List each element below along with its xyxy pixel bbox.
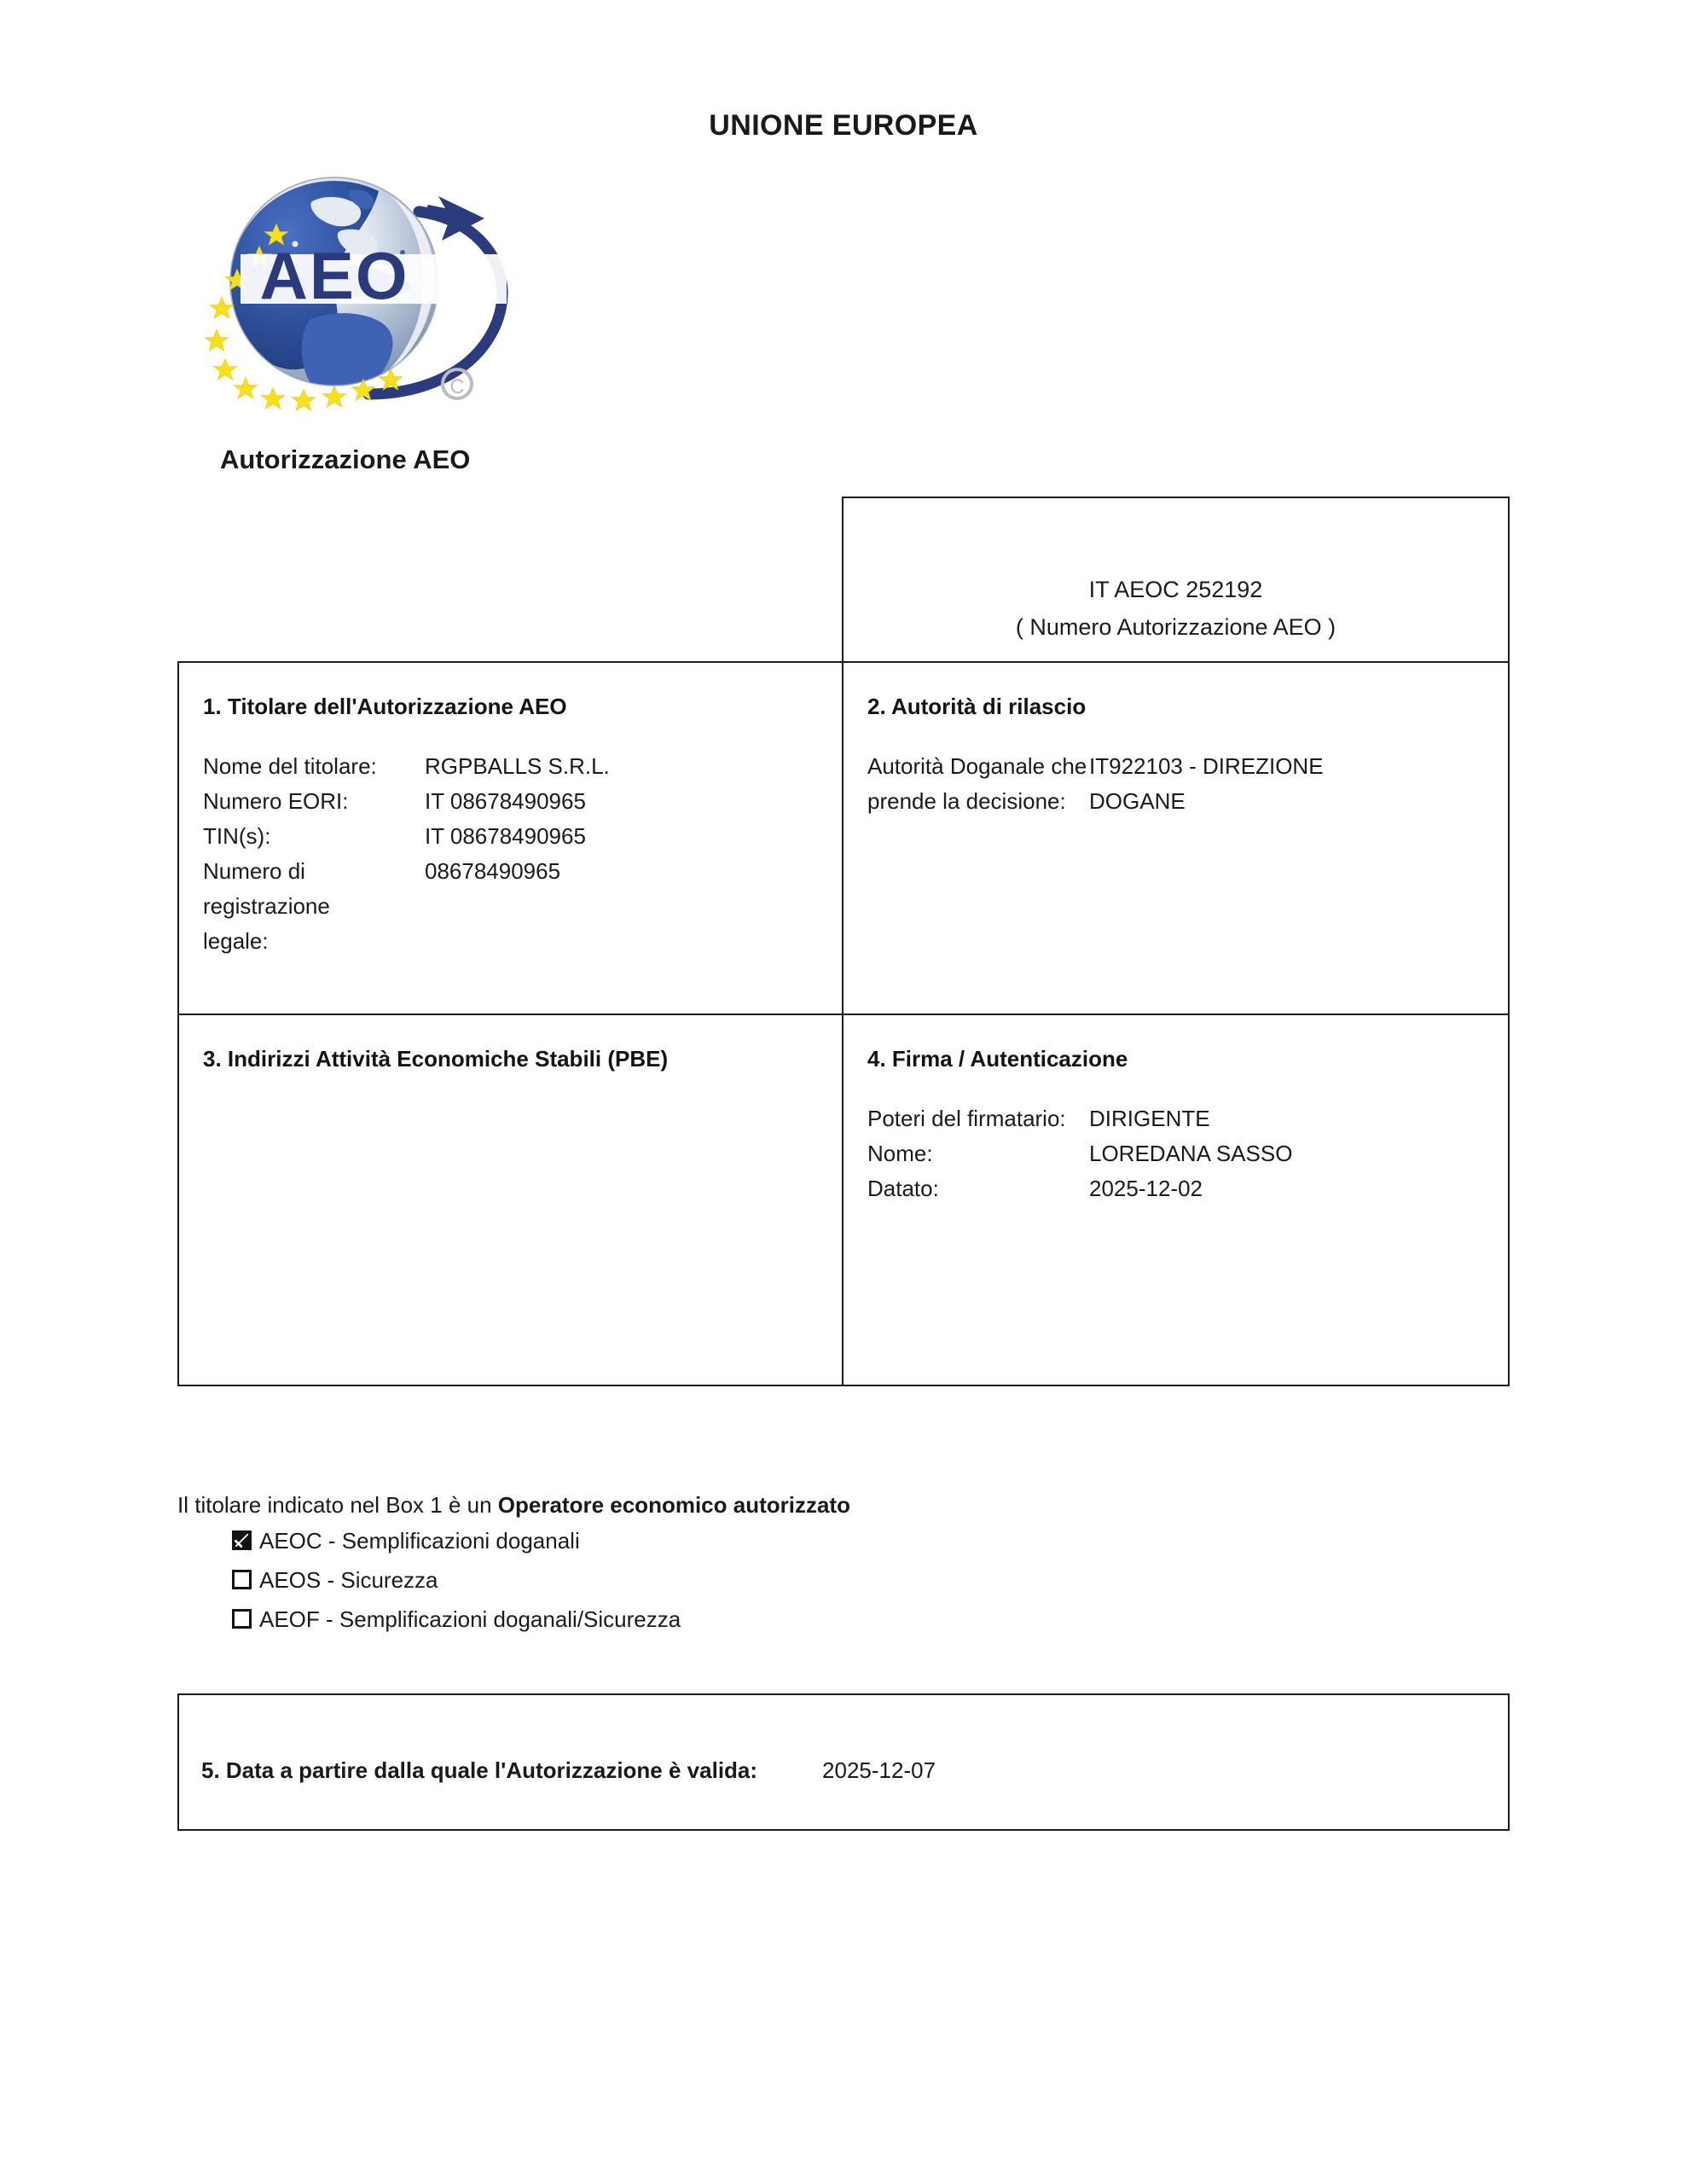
field-label: Autorità Doganale che — [867, 753, 1087, 779]
operator-statement-line — [177, 1489, 1457, 1521]
box-3-pbe-addresses — [177, 1014, 844, 1386]
field-label: Nome: — [867, 1141, 933, 1166]
page-title: UNIONE EUROPEA — [709, 109, 978, 142]
box-4-heading: 4. Firma / Autenticazione — [867, 1046, 1128, 1072]
box-5-content — [201, 1757, 936, 1784]
box-1-holder — [177, 661, 844, 1015]
field-row — [867, 1101, 1508, 1136]
field-value: 08678490965 — [425, 858, 561, 884]
field-row — [203, 749, 842, 784]
checkbox-aeof-label: AEOF - Semplificazioni doganali/Sicurezza — [259, 1606, 681, 1632]
box-4-signature — [842, 1014, 1510, 1386]
field-row — [203, 784, 842, 819]
authorization-number-cell — [842, 497, 1510, 663]
statement-normal-text: Il titolare indicato nel Box 1 è un — [177, 1492, 498, 1518]
box-5-label: 5. Data a partire dalla quale l'Autorizzazione è valida: — [201, 1757, 758, 1783]
aeo-logo-graphic — [167, 152, 551, 425]
field-label: Nome del titolare: — [203, 753, 377, 779]
field-label: Poteri del firmatario: — [867, 1106, 1066, 1131]
field-row — [203, 854, 842, 924]
checkbox-aeos-icon[interactable] — [232, 1570, 252, 1589]
field-value: LOREDANA SASSO — [1089, 1141, 1293, 1166]
field-value: DIRIGENTE — [1089, 1106, 1210, 1131]
field-value: IT 08678490965 — [425, 823, 586, 849]
statement-bold-text: Operatore economico autorizzato — [497, 1492, 850, 1518]
operator-statement-block — [177, 1489, 1457, 1639]
box-1-fields — [203, 749, 842, 959]
aeo-wordmark: AEO — [259, 238, 409, 313]
checkbox-aeof-icon[interactable] — [232, 1609, 252, 1629]
field-row — [867, 1136, 1508, 1171]
checkbox-aeoc-label: AEOC - Semplificazioni doganali — [259, 1528, 580, 1554]
box-1-heading: 1. Titolare dell'Autorizzazione AEO — [203, 694, 567, 719]
sub-title: Autorizzazione AEO — [220, 444, 471, 474]
box-3-heading: 3. Indirizzi Attività Economiche Stabili (PBE) — [203, 1046, 669, 1072]
field-row-continuation — [867, 784, 1508, 819]
authorization-table — [177, 497, 1510, 1386]
checkbox-aeoc-icon[interactable] — [232, 1531, 252, 1550]
authorization-number-caption: ( Numero Autorizzazione AEO ) — [1015, 614, 1336, 640]
box-2-issuing-authority — [842, 661, 1510, 1015]
authorization-number: IT AEOC 252192 — [1088, 577, 1263, 602]
field-value: RGPBALLS S.R.L. — [425, 753, 610, 779]
checkbox-row-aeoc[interactable] — [232, 1521, 1457, 1560]
box-5-valid-from — [177, 1693, 1510, 1831]
field-row — [203, 819, 842, 854]
field-label-line2: legale: — [203, 928, 269, 954]
field-value: IT922103 - DIREZIONE — [1089, 753, 1324, 779]
box-2-fields — [867, 749, 1508, 819]
checkbox-aeos-label: AEOS - Sicurezza — [259, 1567, 438, 1593]
checkbox-row-aeos[interactable] — [232, 1560, 1457, 1600]
checkbox-row-aeof[interactable] — [232, 1600, 1457, 1639]
field-label: Numero di registrazione — [203, 858, 330, 919]
box-4-fields — [867, 1101, 1508, 1206]
field-label: Datato: — [867, 1176, 939, 1201]
field-row-continuation — [203, 924, 842, 959]
aeo-logo — [167, 152, 551, 425]
field-value: IT 08678490965 — [425, 788, 586, 814]
field-label: Numero EORI: — [203, 788, 349, 814]
field-row — [867, 1171, 1508, 1206]
box-5-value: 2025-12-07 — [822, 1757, 936, 1783]
field-value: 2025-12-02 — [1089, 1176, 1203, 1201]
field-value-line2: DOGANE — [1089, 788, 1186, 814]
field-label: TIN(s): — [203, 823, 271, 849]
box-2-heading: 2. Autorità di rilascio — [867, 694, 1087, 719]
svg-text:C: C — [449, 375, 465, 398]
field-row — [867, 749, 1508, 784]
field-label-line2: prende la decisione: — [867, 788, 1066, 814]
